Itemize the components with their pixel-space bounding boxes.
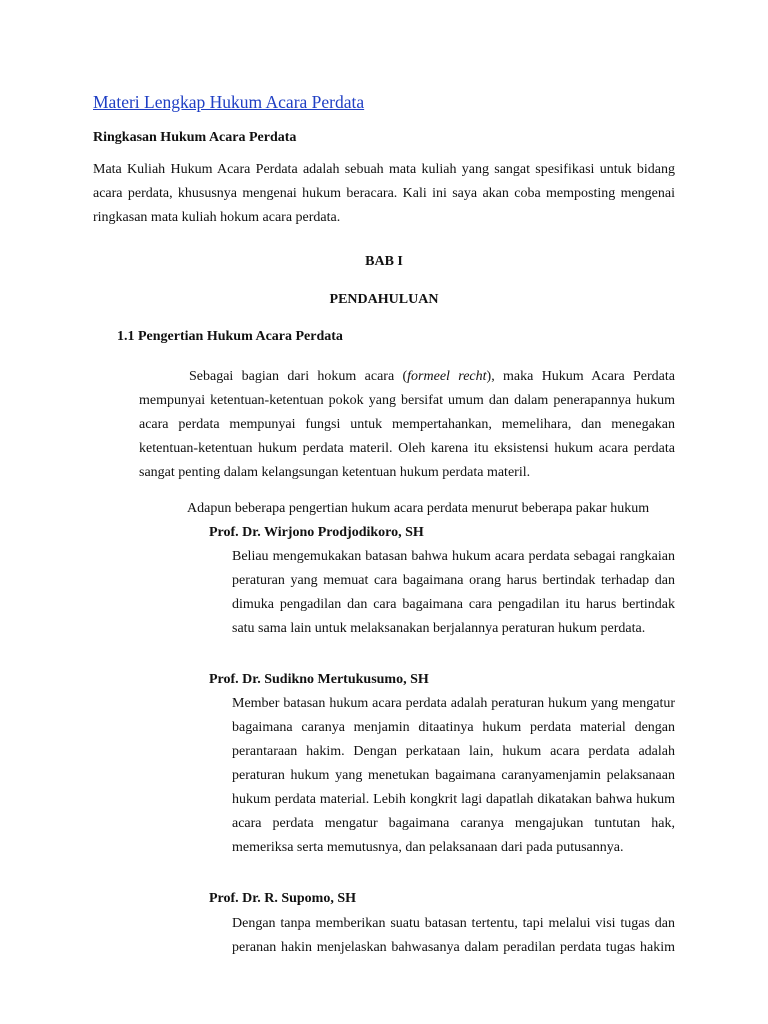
- section-paragraph-italic-term: formeel recht: [407, 369, 487, 384]
- section-heading: 1.1 Pengertian Hukum Acara Perdata: [117, 329, 343, 344]
- expert-name: Prof. Dr. R. Supomo, SH: [209, 891, 357, 906]
- chapter-label: BAB I: [365, 254, 403, 269]
- expert-description: Beliau mengemukakan batasan bahwa hukum acara perdata sebagai rangkaian peraturan yang memuat cara bagaimana orang harus bertindak terhadap dan dimuka pengadilan dan cara bagaimana cara pengadilan itu harus bertindak satu sama lain untuk melaksanakan berjalannya peraturan hukum perdata.: [232, 549, 675, 636]
- expert-name: Prof. Dr. Wirjono Prodjodikoro, SH: [209, 525, 424, 540]
- section-paragraph-text-start: Sebagai bagian dari hokum acara (: [189, 369, 408, 384]
- section-paragraph: [139, 365, 675, 485]
- document-subtitle: Ringkasan Hukum Acara Perdata: [93, 130, 297, 145]
- expert-description: Dengan tanpa memberikan suatu batasan tertentu, tapi melalui visi tugas dan peranan hakin menjelaskan bahwasanya dalam peradilan perdata tugas hakim: [232, 916, 675, 955]
- expert-description: Member batasan hukum acara perdata adalah peraturan hukum yang mengatur bagaimana caranya menjamin ditaatinya hukum perdata material dengan perantaraan hakim. Dengan perkataan lain, hukum acara perdata adalah peraturan hukum yang menetukan bagaimana caranyamenjamin pelaksanaan hukum perdata material. Lebih kongkrit lagi dapatlah dikatakan bahwa hukum acara perdata mengatur bagaimana caranya mengajukan tuntutan hak, memeriksa serta memutusnya, dan pelaksanaan dari pada putusannya.: [232, 696, 675, 855]
- document-title-link[interactable]: Materi Lengkap Hukum Acara Perdata: [93, 92, 365, 112]
- intro-paragraph: Mata Kuliah Hukum Acara Perdata adalah sebuah mata kuliah yang sangat spesifikasi untuk bidang acara perdata, khususnya mengenai hukum beracara. Kali ini saya akan coba memposting mengenai ringkasan mata kuliah hokum acara perdata.: [93, 162, 675, 225]
- section-paragraph-text-end: ), maka Hukum Acara Perdata mempunyai ketentuan-ketentuan pokok yang bersifat umum dan dalam penerapannya hukum acara perdata mempunyai fungsi untuk mempertahankan, memelihara, dan menegakan ketentuan-ketentuan hukum perdata materil. Oleh karena itu eksistensi hukum acara perdata sangat penting dalam kelangsungan ketentuan hukum perdata materil.: [139, 369, 675, 480]
- expert-name: Prof. Dr. Sudikno Mertukusumo, SH: [209, 672, 429, 687]
- chapter-title: PENDAHULUAN: [329, 292, 439, 307]
- experts-intro: Adapun beberapa pengertian hukum acara perdata menurut beberapa pakar hukum: [187, 501, 650, 516]
